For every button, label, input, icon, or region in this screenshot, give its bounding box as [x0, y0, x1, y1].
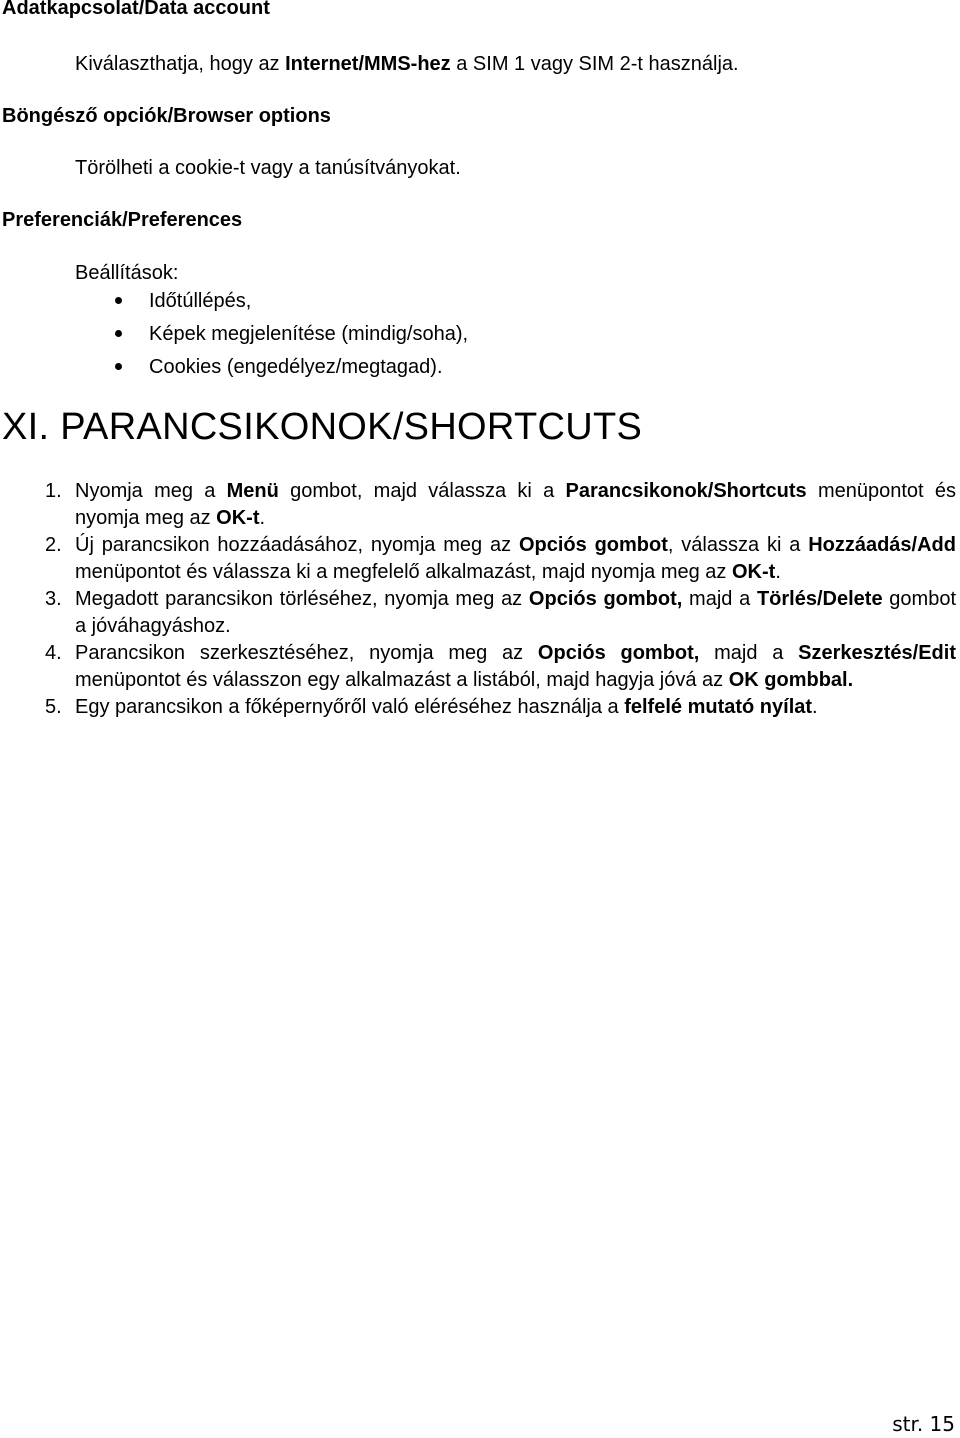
step-number: 3. [45, 588, 62, 610]
section-title-shortcuts: XI. PARANCSIKONOK/SHORTCUTS [2, 406, 643, 448]
preferences-intro: Beállítások: [75, 262, 179, 284]
text-run: Parancsikon szerkesztéséhez, nyomja meg az [75, 642, 538, 664]
bold-run: Hozzáadás/Add [808, 534, 956, 556]
text-run: menüpontot és nyomja meg az [75, 480, 956, 529]
text-run: gombot a jóváhagyáshoz. [75, 588, 957, 637]
step-text [75, 478, 956, 532]
text-run: . [812, 696, 818, 718]
step-number: 5. [45, 696, 62, 718]
list-item-text: Cookies (engedélyez/megtagad). [149, 356, 443, 378]
text-run: Egy parancsikon a főképernyőről való eléréséhez használja a [75, 696, 625, 718]
text-run: Kiválaszthatja, hogy az [75, 53, 286, 75]
step-number: 4. [45, 642, 62, 664]
bold-run: OK gombbal. [728, 669, 854, 691]
text-run: majd a [682, 588, 757, 610]
heading-preferences: Preferenciák/Preferences [2, 209, 243, 231]
text-run: majd a [699, 642, 799, 664]
bold-run: OK-t [731, 561, 776, 583]
text-run: a SIM 1 vagy SIM 2-t használja. [450, 53, 739, 75]
heading-data-account: Adatkapcsolat/Data account [2, 0, 270, 19]
step-item [0, 694, 960, 721]
list-item-text: Képek megjelenítése (mindig/soha), [149, 323, 469, 345]
bold-run: OK-t [216, 507, 260, 529]
step-item [0, 532, 960, 586]
heading-browser-options: Böngésző opciók/Browser options [2, 105, 331, 127]
step-number: 1. [45, 480, 62, 502]
text-run: . [775, 561, 781, 583]
bold-run: Internet/MMS-hez [285, 53, 451, 75]
bold-run: Opciós gombot [518, 534, 668, 556]
bold-run: felfelé mutató nyílat [624, 696, 813, 718]
bold-run: Menü [226, 480, 279, 502]
step-item [0, 478, 960, 532]
bullet-icon [115, 330, 122, 337]
step-text [75, 694, 956, 721]
bold-run: Törlés/Delete [756, 588, 883, 610]
step-text [75, 532, 956, 586]
step-item [0, 586, 960, 640]
list-item-text: Időtúllépés, [149, 290, 252, 312]
bold-run: Szerkesztés/Edit [798, 642, 956, 664]
text-run: menüpontot és válassza ki a megfelelő alkalmazást, majd nyomja meg az [75, 561, 732, 583]
text-run: Megadott parancsikon törléséhez, nyomja meg az [75, 588, 529, 610]
text-run: Új parancsikon hozzáadásához, nyomja meg az [75, 534, 519, 556]
step-text [75, 640, 956, 694]
step-item [0, 640, 960, 694]
text-run: menüpontot és válasszon egy alkalmazást a listából, majd hagyja jóvá az [75, 669, 729, 691]
text-run: Nyomja meg a [75, 480, 227, 502]
step-text [75, 586, 956, 640]
text-run: . [259, 507, 266, 529]
text-run: gombot, majd válassza ki a [278, 480, 566, 502]
bold-run: Opciós gombot, [537, 642, 700, 664]
bullet-icon [115, 297, 122, 304]
shortcut-steps-list [0, 478, 960, 721]
browser-options-description: Törölheti a cookie-t vagy a tanúsítványokat. [75, 157, 461, 179]
bold-run: Parancsikonok/Shortcuts [565, 480, 807, 502]
page-number: str. 15 [892, 1412, 955, 1436]
bold-run: Opciós gombot, [528, 588, 683, 610]
step-number: 2. [45, 534, 62, 556]
data-account-description [75, 52, 739, 76]
bullet-icon [115, 363, 122, 370]
text-run: , válassza ki a [667, 534, 809, 556]
